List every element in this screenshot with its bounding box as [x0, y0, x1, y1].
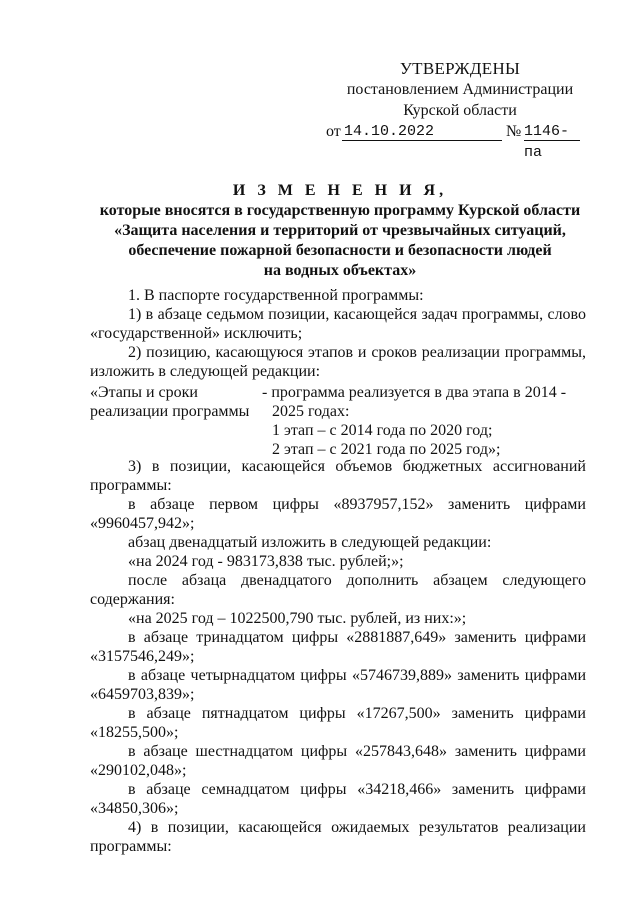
paragraph-1: 1. В паспорте государственной программы: — [128, 287, 424, 304]
heading-line-2: «Защита населения и территорий от чрезвычайных ситуаций, — [114, 222, 566, 239]
heading-line-1: которые вносятся в государственную программу Курской области — [99, 202, 581, 219]
paragraph-8: после абзаца двенадцатого дополнить абзацем следующего содержания: — [90, 572, 586, 608]
paragraph-11: в абзаце четырнадцатом цифры «5746739,889» заменить цифрами «6459703,839»; — [90, 667, 586, 703]
stages-value — [262, 383, 586, 459]
document-heading — [90, 181, 590, 281]
heading-line-3: обеспечение пожарной безопасности и безопасности людей — [128, 242, 552, 259]
stages-line-2: 2025 годах: — [272, 403, 350, 420]
heading-line-4: на водных объектах» — [263, 262, 417, 279]
paragraph-7: «на 2024 год - 983173,838 тыс. рублей;»; — [128, 553, 404, 570]
approval-number: 1146-па — [524, 121, 580, 141]
paragraph-15: 4) в позиции, касающейся ожидаемых результатов реализации программы: — [90, 819, 586, 855]
paragraph-6: абзац двенадцатый изложить в следующей редакции: — [128, 534, 492, 551]
heading-title: И З М Е Н Е Н И Я, — [232, 182, 448, 199]
paragraph-10: в абзаце тринадцатом цифры «2881887,649» заменить цифрами «3157546,249»; — [90, 629, 586, 665]
paragraph-2: 1) в абзаце седьмом позиции, касающейся задач программы, слово «государственной» исключить; — [90, 306, 586, 342]
paragraph-4: 3) в позиции, касающейся объемов бюджетных ассигнований программы: — [90, 458, 586, 494]
stages-line-3: 1 этап – с 2014 года по 2020 год; — [272, 422, 493, 439]
paragraph-14: в абзаце семнадцатом цифры «34218,466» заменить цифрами «34850,306»; — [90, 781, 586, 817]
stages-line-4: 2 этап – с 2021 года по 2025 год»; — [272, 441, 501, 458]
document-body — [90, 286, 586, 856]
paragraph-9: «на 2025 год – 1022500,790 тыс. рублей, из них:»; — [128, 610, 467, 627]
approval-date-line — [320, 121, 600, 161]
stages-line-1: - программа реализуется в два этапа в 2014 - — [262, 384, 567, 401]
approval-block — [320, 58, 600, 161]
paragraph-5: в абзаце первом цифры «8937957,152» заменить цифрами «9960457,942»; — [90, 496, 586, 532]
approval-title: УТВЕРЖДЕНЫ — [399, 59, 521, 78]
approval-line-1: постановлением Администрации — [346, 81, 574, 98]
stages-block — [90, 383, 586, 458]
paragraph-3: 2) позицию, касающуюся этапов и сроков реализации программы, изложить в следующей редакции: — [90, 344, 586, 380]
paragraph-12: в абзаце пятнадцатом цифры «17267,500» заменить цифрами «18255,500»; — [90, 705, 586, 741]
number-prefix: № — [506, 123, 522, 140]
approval-date: 14.10.2022 — [342, 121, 502, 141]
date-prefix: от — [326, 123, 341, 140]
approval-line-2: Курской области — [403, 102, 517, 119]
paragraph-13: в абзаце шестнадцатом цифры «257843,648» заменить цифрами «290102,048»; — [90, 743, 586, 779]
stages-label: «Этапы и сроки реализации программы — [90, 384, 250, 420]
